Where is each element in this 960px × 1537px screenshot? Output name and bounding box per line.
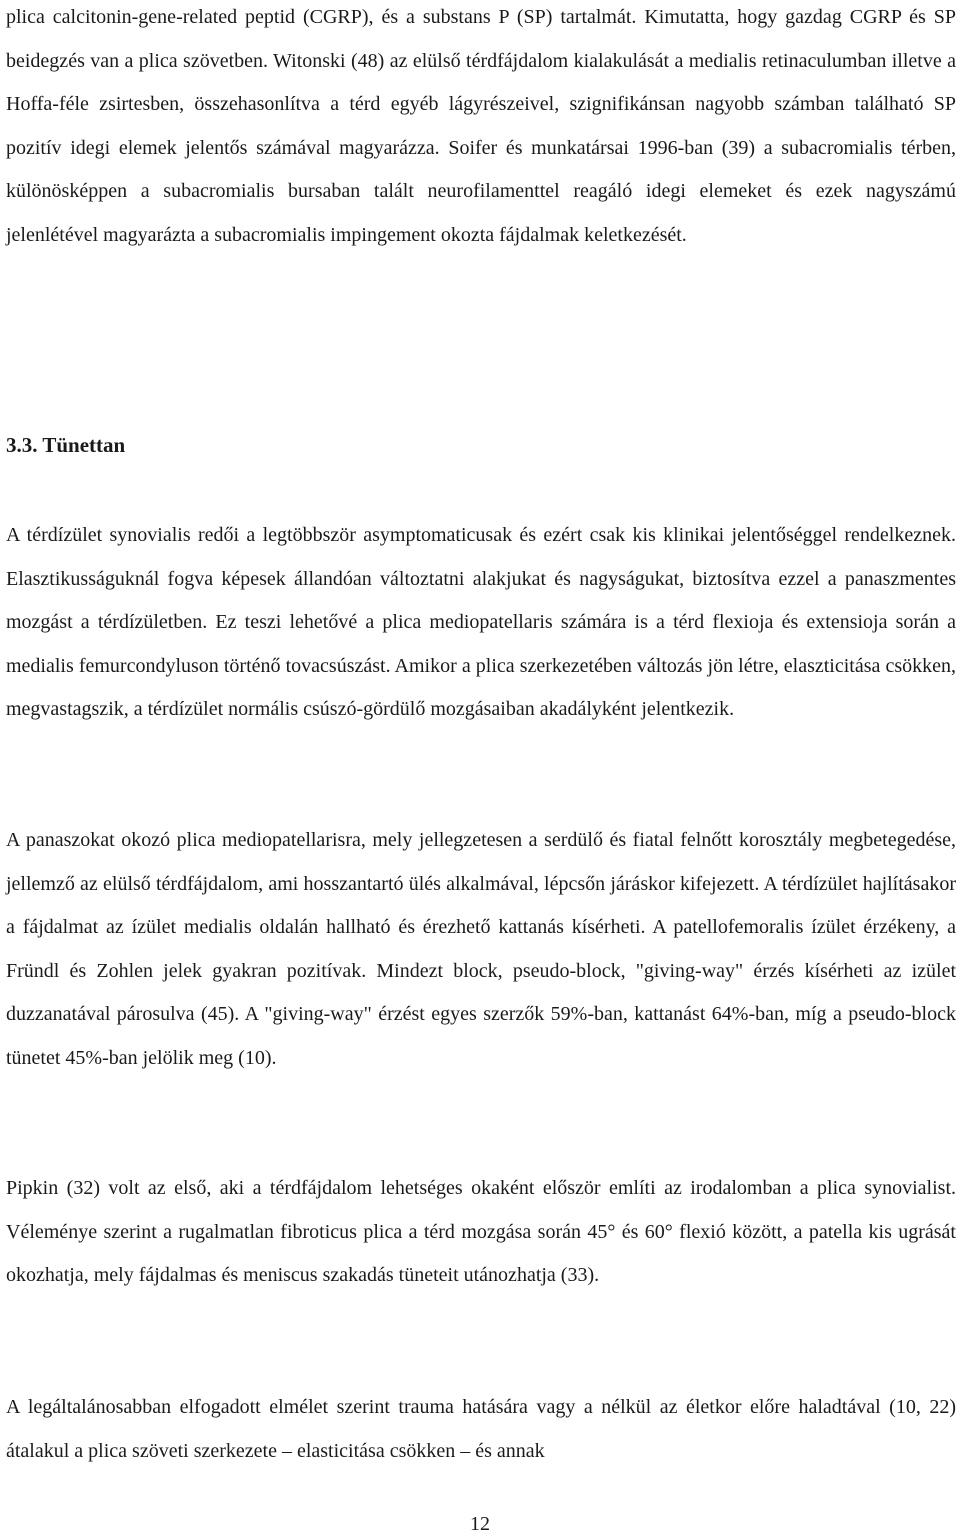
paragraph-theory: A legáltalánosabban elfogadott elmélet szerint trauma hatására vagy a nélkül az életkor előre haladtával (10, 22) átalakul a plica szöveti szerkezete – elasticitása csökken – és annak [6,1396,956,1462]
paragraph-pipkin: Pipkin (32) volt az első, aki a térdfájdalom lehetséges okaként először említi az irodalomban a plica synovialist. Véleménye szerint a rugalmatlan fibroticus plica a térd mozgása során 45° és 60° flexió között, a patella kis ugrását okozhatja, mely fájdalmas és meniscus szakadás tüneteit utánozhatja (33). [6,1177,956,1286]
paragraph-synovial-folds: A térdízület synovialis redői a legtöbbször asymptomaticusak és ezért csak kis klinikai jelentőséggel rendelkeznek. Elasztikusságuknál fogva képesek állandóan változtatni alakjukat és nagyságukat, biztosítva ezzel a panaszmentes mozgást a térdízületben. Ez teszi lehetővé a plica mediopatellaris számára is a térd flexioja és extensioja során a medialis femurcondyluson történő tovacsúszást. Amikor a plica szerkezetében változás jön létre, elaszticitása csökken, megvastagszik, a térdízület normális csúszó-gördülő mozgásaiban akadályként jelentkezik. [6,524,956,720]
paragraph-complaints: A panaszokat okozó plica mediopatellarisra, mely jellegzetesen a serdülő és fiatal felnőtt korosztály megbetegedése, jellemző az elülső térdfájdalom, ami hosszantartó ülés alkalmával, lépcsőn járáskor kifejezett. A térdízület hajlításakor a fájdalmat az ízület medialis oldalán hallható és érezhető kattanás kísérheti. A patellofemoralis ízület érzékeny, a Fründl és Zohlen jelek gyakran pozitívak. Mindezt block, pseudo-block, "giving-way" érzés kísérheti az izület duzzanatával párosulva (45). A "giving-way" érzést egyes szerzők 59%-ban, kattanást 64%-ban, míg a pseudo-block tünetet 45%-ban jelölik meg (10). [6,829,956,1069]
paragraph-innervation: plica calcitonin-gene-related peptid (CGRP), és a substans P (SP) tartalmát. Kimutatta, hogy gazdag CGRP és SP beidegzés van a plica szövetben. Witonski (48) az elülső térdfájdalom kialakulását a medialis retinaculumban illetve a Hoffa-féle zsirtesben, összehasonlítva a térd egyéb lágyrészeivel, szignifikánsan nagyobb számban található SP pozitív idegi elemek jelentős számával magyarázza. Soifer és munkatársai 1996-ban (39) a subacromialis térben, különösképpen a subacromialis bursaban talált neurofilamenttel reagáló idegi elemeket és ezek nagyszámú jelenlétével magyarázta a subacromialis impingement okozta fájdalmak keletkezését. [6,6,956,246]
page-number: 12 [470,1513,490,1535]
section-heading: 3.3. Tünettan [6,433,126,457]
